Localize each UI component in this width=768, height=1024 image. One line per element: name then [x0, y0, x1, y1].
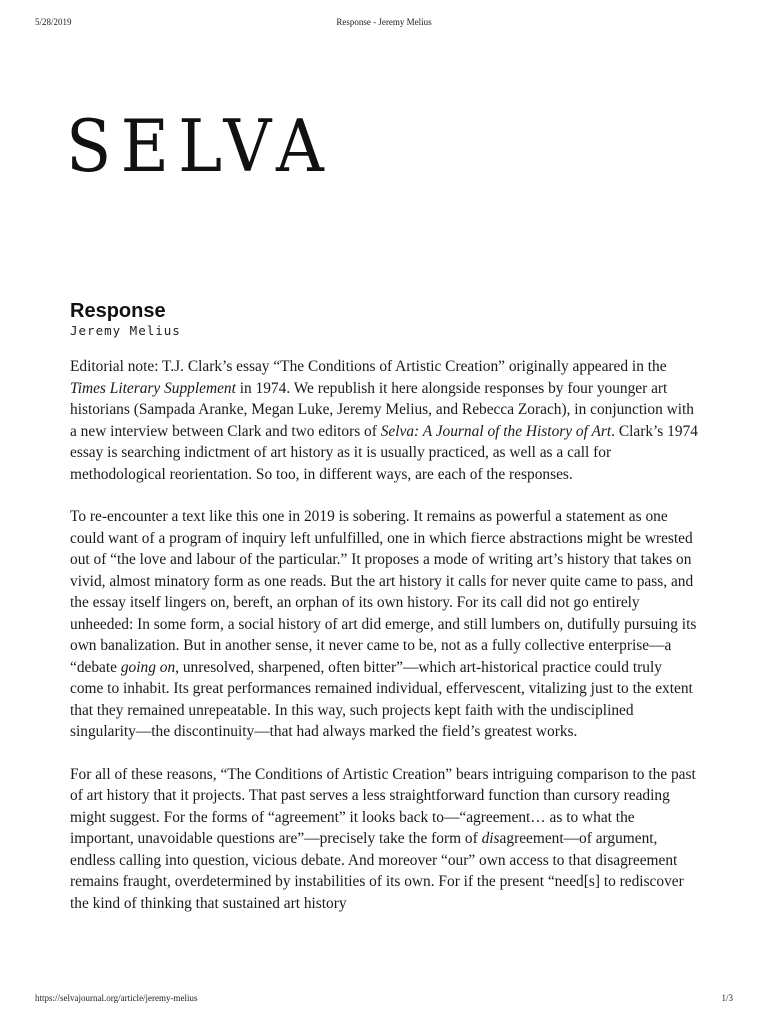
article-author: Jeremy Melius — [70, 323, 181, 338]
paragraph-2-text-2: unresolved, sharpened, often bitter”—which art-historical practice could truly come to inhabit. Its great performances remained individual, effervescent, vitalizing just to the extent that they remained unrepeatable. In this way, such projects kept faith with the undisciplined singularity—the discontinuity—that had always marked the field’s greatest works. — [70, 658, 693, 740]
editorial-note-journal-title: Selva: A Journal of the History of Art — [380, 422, 612, 440]
article-body — [70, 356, 698, 935]
print-header — [35, 17, 733, 31]
editorial-note-tls-title: Times Literary Supplement — [70, 379, 236, 397]
editorial-note-text-1: T.J. Clark’s essay “The Conditions of Artistic Creation” originally appeared in the — [158, 358, 667, 375]
selva-logo[interactable]: SELVA — [66, 104, 334, 188]
print-date: 5/28/2019 — [35, 17, 72, 27]
body-paragraph-3 — [70, 764, 698, 915]
paragraph-3-emphasis: dis — [481, 830, 500, 847]
paragraph-3-text-2: agreement—of argument, endless calling into question, vicious debate. And moreover “our” own access to that disagreement remains fraught, overdetermined by instabilities of its own. For if the present “need[s] to rediscover the kind of thinking that sustained art history — [70, 830, 684, 912]
article-title: Response — [70, 300, 166, 322]
print-url[interactable]: https://selvajournal.org/article/jeremy-melius — [35, 993, 198, 1003]
paragraph-3-text-1: For all of these reasons, “The Conditions of Artistic Creation” bears intriguing comparison to the past of art history that it projects. That past serves a less straightforward function than cursory reading might suggest. For the forms of “agreement” it looks back to—“agreement… as to what the important, unavoidable questions are”—precisely take the form of — [70, 765, 696, 847]
body-paragraph-2 — [70, 506, 698, 743]
print-page-number: 1/3 — [721, 993, 733, 1003]
print-footer — [35, 993, 733, 1007]
editorial-note-label: Editorial note: — [70, 358, 159, 375]
paragraph-2-emphasis: going on, — [120, 658, 179, 676]
paragraph-2-text-1: To re-encounter a text like this one in 2019 is sobering. It remains as powerful a statement as one could want of a program of inquiry left unfulfilled, one in which fierce abstractions might be wrested out of “the love and labour of the particular.” It proposes a mode of writing art’s history that takes on vivid, almost minatory form as one reads. But the art history it calls for never quite came to pass, and the essay itself lingers on, bereft, an orphan of its own history. For its call did not go entirely unheeded: In some form, a social history of art did emerge, and still lumbers on, dutifully pursuing its own banalization. But in another sense, it never came to be, not as a fully collective enterprise—a “debate — [70, 508, 697, 676]
editorial-note-text-2: in 1974. We republish it here alongside responses by four younger art historians (Sampada Aranke, Megan Luke, Jeremy Melius, and Rebecca Zorach), in conjunction with a new interview between Clark and two editors of — [70, 379, 694, 440]
editorial-note-text-3: . Clark’s 1974 essay is searching indictment of art history as it is usually practiced, as well as a call for methodological reorientation. So too, in different ways, are each of the responses. — [70, 422, 698, 483]
print-page-title: Response - Jeremy Melius — [336, 17, 432, 27]
editorial-note-paragraph — [70, 356, 698, 485]
